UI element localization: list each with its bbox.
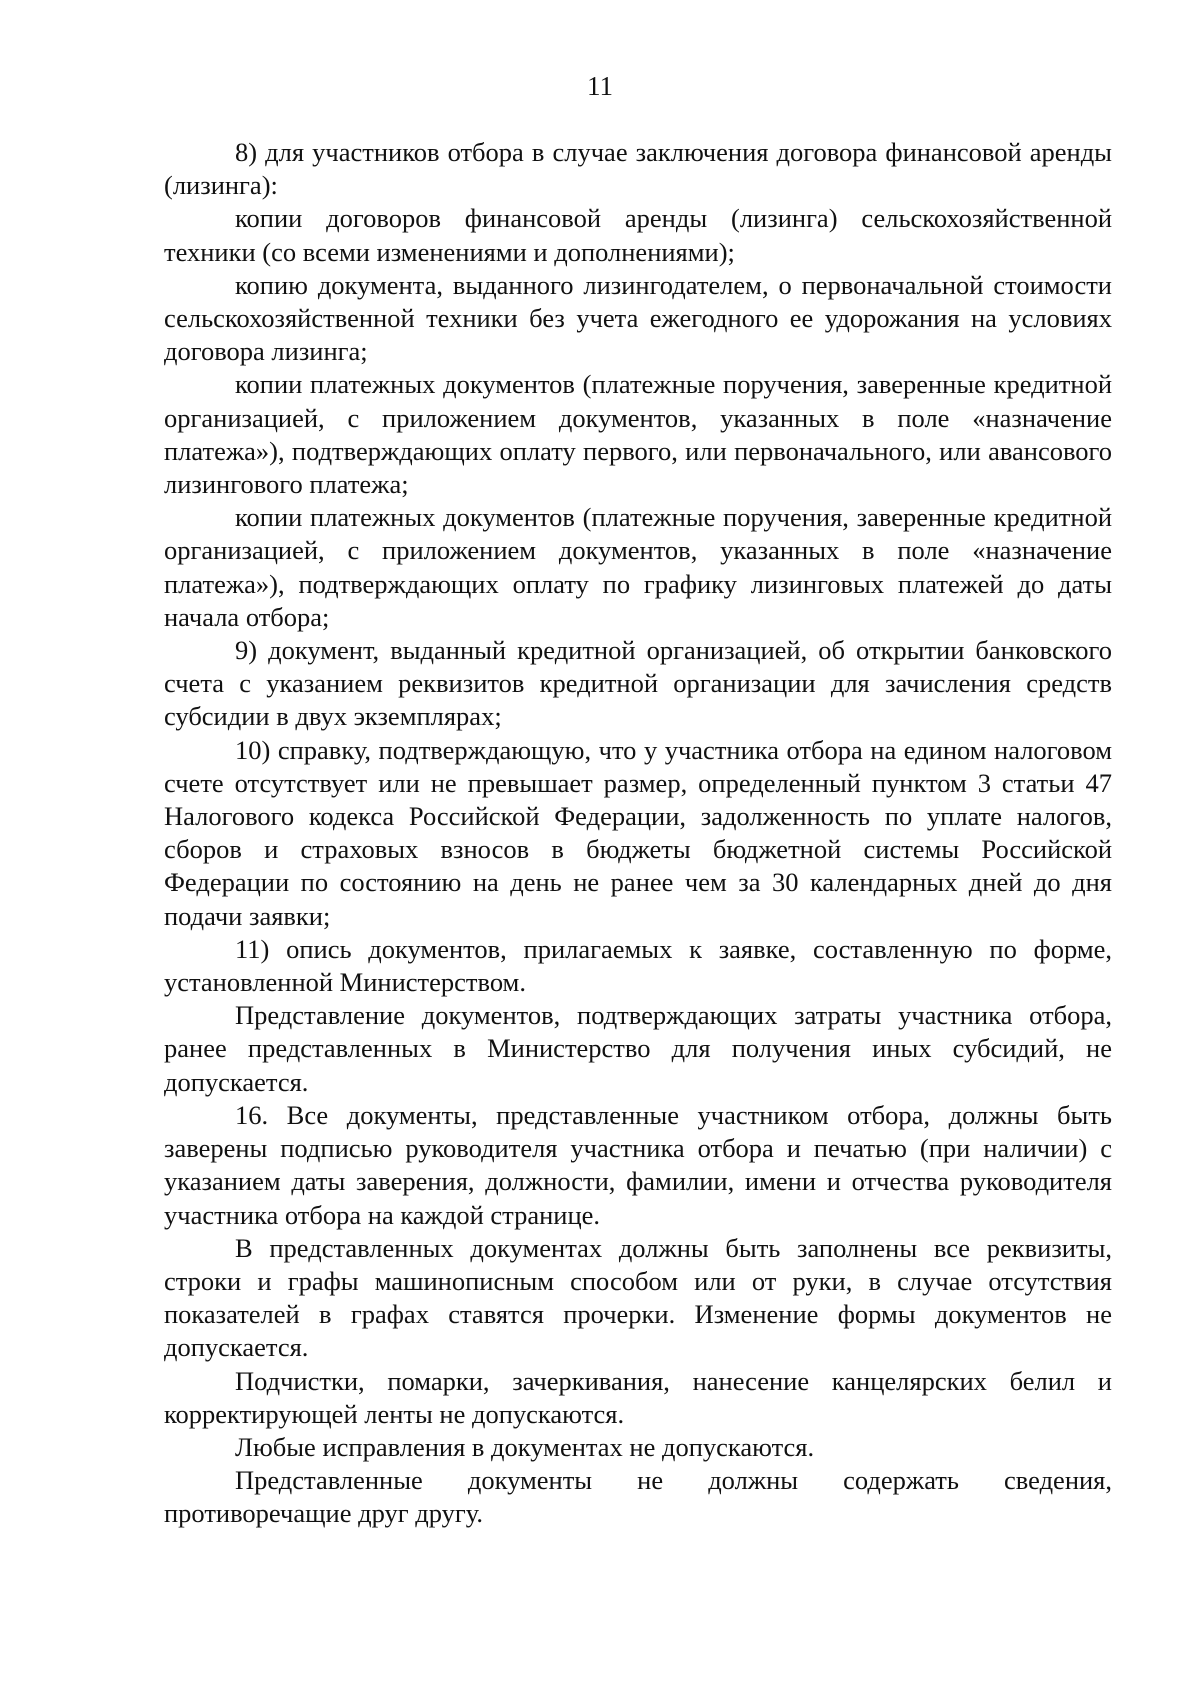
paragraph-lease-contract-copies: копии договоров финансовой аренды (лизинга) сельскохозяйственной техники (со всеми изменениями и дополнениями); [164,203,1112,267]
document-body [164,136,1112,1531]
paragraph-initial-cost-document: копию документа, выданного лизингодателем, о первоначальной стоимости сельскохозяйственной техники без учета ежегодного ее удорожания на условиях договора лизинга; [164,269,1112,367]
paragraph-item-9: 9) документ, выданный кредитной организацией, об открытии банковского счета с указанием реквизитов кредитной организации для зачисления средств субсидии в двух экземплярах; [164,635,1112,732]
paragraph-edits-ban: Любые исправления в документах не допускаются. [235,1431,815,1462]
page-number: 11 [587,71,613,101]
paragraph-fill-requirements: В представленных документах должны быть заполнены все реквизиты, строки и графы машинописным способом или от руки, в случае отсутствия показателей в графах ставятся прочерки. Изменение формы документов не допускается. [164,1232,1112,1363]
paragraph-first-payment-documents: копии платежных документов (платежные поручения, заверенные кредитной организацией, с приложением документов, указанных в поле «назначение платежа»), подтверждающих оплату первого, или первоначального, или авансового лизингового платежа; [164,369,1112,500]
paragraph-schedule-payment-documents: копии платежных документов (платежные поручения, заверенные кредитной организацией, с приложением документов, указанных в поле «назначение платежа»), подтверждающих оплату по графику лизинговых платежей до даты начала отбора; [164,502,1112,632]
paragraph-item-16: 16. Все документы, представленные участником отбора, должны быть заверены подписью руководителя участника отбора и печатью (при наличии) с указанием даты заверения, должности, фамилии, имени и отчества руководителя участника отбора на каждой странице. [164,1099,1112,1230]
paragraph-item-11: 11) опись документов, прилагаемых к заявке, составленную по форме, установленной Министерством. [164,933,1112,998]
paragraph-corrections-ban: Подчистки, помарки, зачеркивания, нанесение канцелярских белил и корректирующей ленты не допускаются. [164,1365,1112,1429]
paragraph-item-8: 8) для участников отбора в случае заключения договора финансовой аренды (лизинга): [164,137,1112,201]
paragraph-prior-documents: Представление документов, подтверждающих затраты участника отбора, ранее представленных в Министерство для получения иных субсидий, не допускается. [164,1000,1112,1097]
paragraph-no-contradictions: Представленные документы не должны содержать сведения, противоречащие друг другу. [164,1465,1112,1529]
paragraph-item-10: 10) справку, подтверждающую, что у участника отбора на едином налоговом счете отсутствует или не превышает размер, определенный пунктом 3 статьи 47 Налогового кодекса Российской Федерации, задолженность по уплате налогов, сборов и страховых взносов в бюджеты бюджетной системы Российской Федерации по состоянию на день не ранее чем за 30 календарных дней до дня подачи заявки; [164,734,1112,931]
